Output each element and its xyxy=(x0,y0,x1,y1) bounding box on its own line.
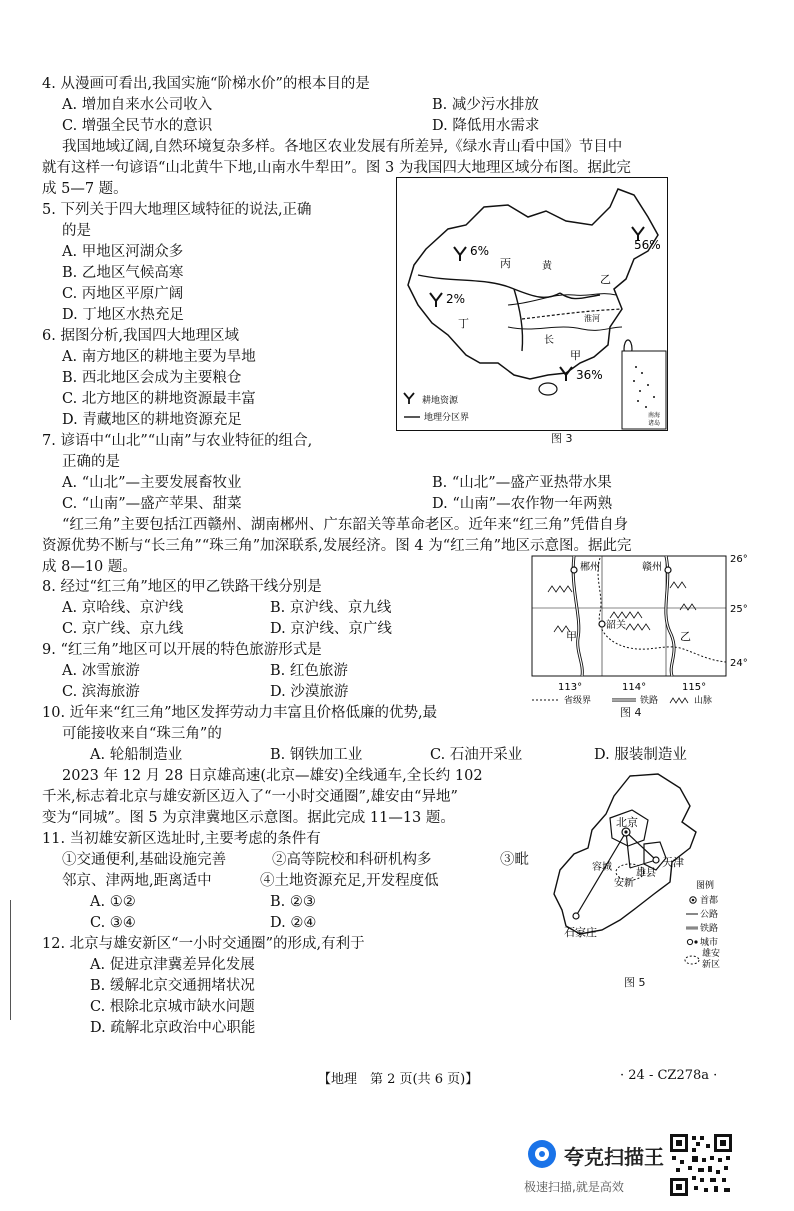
city-rongcheng: 容城 xyxy=(592,862,612,873)
pct-ne: 56% xyxy=(634,238,661,252)
q9-option-c: C. 滨海旅游 xyxy=(62,684,140,700)
figure-4-caption: 图 4 xyxy=(620,706,642,719)
page-footer: 【地理 第 2 页(共 6 页)】 xyxy=(318,1072,479,1087)
label-huang: 黄 xyxy=(542,261,552,272)
q7-option-d: D. “山南”—农作物一年两熟 xyxy=(432,496,613,512)
intro-11-13-line1: 2023 年 12 月 28 日京雄高速(北京—雄安)全线通车,全长约 102 xyxy=(62,768,483,784)
q10-stem-line1: 10. 近年来“红三角”地区发挥劳动力丰富且价格低廉的优势,最 xyxy=(42,705,438,721)
q11-option-b: B. ②③ xyxy=(270,894,316,910)
q4-option-b: B. 减少污水排放 xyxy=(432,97,539,113)
city-ganzhou: 赣州 xyxy=(642,562,662,573)
legend-xiongan-2: 新区 xyxy=(702,960,721,970)
q11-item-1: ①交通便利,基础设施完善 xyxy=(62,852,227,868)
figure-5-map xyxy=(540,770,732,970)
q4-option-a: A. 增加自来水公司收入 xyxy=(62,97,213,113)
legend-boundary: 地理分区界 xyxy=(424,413,470,423)
lon-114: 114° xyxy=(622,682,647,693)
q7-option-b: B. “山北”—盛产亚热带水果 xyxy=(432,475,612,491)
intro-8-10-line2: 资源优势不断与“长三角”“珠三角”加深联系,发展经济。图 4 为“红三角”地区示意图。据此完 xyxy=(42,538,632,554)
q11-option-c: C. ③④ xyxy=(90,915,136,931)
city-chenzhou: 郴州 xyxy=(580,562,600,573)
city-shijiazhuang: 石家庄 xyxy=(564,926,597,939)
q9-option-b: B. 红色旅游 xyxy=(270,663,348,679)
lon-113: 113° xyxy=(558,682,583,693)
paper-code: · 24 - CZ278a · xyxy=(620,1068,718,1083)
inset-label-2: 诸岛 xyxy=(648,420,661,427)
figure-5-caption: 图 5 xyxy=(624,976,646,989)
q9-stem: 9. “红三角”地区可以开展的特色旅游形式是 xyxy=(42,642,322,658)
legend-road: 公路 xyxy=(700,910,719,920)
city-tianjin: 天津 xyxy=(662,856,684,869)
q7-option-a: A. “山北”—主要发展畜牧业 xyxy=(62,475,242,491)
pct-qz: 2% xyxy=(446,292,466,306)
q7-stem-line1: 7. 谚语中“山北”“山南”与农业特征的组合, xyxy=(42,433,313,449)
rail-yi-label: 乙 xyxy=(680,630,691,643)
intro-5-7-line2: 就有这样一句谚语“山北黄牛下地,山南水牛犁田”。图 3 为我国四大地理区域分布图。据此完 xyxy=(42,160,631,176)
inset-label-1: 南海 xyxy=(648,412,661,419)
q4-stem: 4. 从漫画可看出,我国实施“阶梯水价”的根本目的是 xyxy=(42,76,370,92)
q11-item-3b: 邻京、津两地,距离适中 xyxy=(62,873,212,889)
region-yi: 乙 xyxy=(600,273,611,286)
city-beijing: 北京 xyxy=(616,816,638,829)
q11-stem: 11. 当初雄安新区选址时,主要考虑的条件有 xyxy=(42,831,321,847)
q11-item-3a: ③毗 xyxy=(500,852,529,868)
q5-stem-line1: 5. 下列关于四大地理区域特征的说法,正确 xyxy=(42,202,312,218)
scanner-logo-icon xyxy=(528,1140,556,1168)
figure-3-map xyxy=(396,177,668,431)
q11-option-d: D. ②④ xyxy=(270,915,317,931)
q10-option-b: B. 钢铁加工业 xyxy=(270,747,363,763)
qr-code-icon xyxy=(670,1134,732,1196)
lat-24: 24° xyxy=(730,658,748,669)
q11-item-2: ②高等院校和科研机构多 xyxy=(272,852,432,868)
intro-11-13-line2: 千米,标志着北京与雄安新区迈入了“一小时交通圈”,雄安由“异地” xyxy=(42,789,458,805)
legend-city: 城市 xyxy=(700,938,719,948)
q10-stem-line2: 可能接收来自“珠三角”的 xyxy=(62,726,222,742)
region-jia: 甲 xyxy=(570,349,581,362)
q5-option-d: D. 丁地区水热充足 xyxy=(62,307,184,323)
q5-option-b: B. 乙地区气候高寒 xyxy=(62,265,184,281)
scanner-brand-name: 夸克扫描王 xyxy=(564,1145,664,1169)
q5-option-c: C. 丙地区平原广阔 xyxy=(62,286,184,302)
legend-mountain: 山脉 xyxy=(694,696,713,706)
legend-xiongan-1: 雄安 xyxy=(702,949,721,959)
q12-option-d: D. 疏解北京政治中心职能 xyxy=(90,1020,256,1036)
q8-option-d: D. 京沪线、京广线 xyxy=(270,621,392,637)
legend-rail: 铁路 xyxy=(640,696,659,706)
q12-stem: 12. 北京与雄安新区“一小时交通圈”的形成,有利于 xyxy=(42,936,365,952)
lat-25: 25° xyxy=(730,604,748,615)
q10-option-a: A. 轮船制造业 xyxy=(90,747,183,763)
lat-26: 26° xyxy=(730,554,748,565)
legend-farmland: 耕地资源 xyxy=(422,396,459,406)
q4-option-c: C. 增强全民节水的意识 xyxy=(62,118,213,134)
intro-8-10-line3: 成 8—10 题。 xyxy=(42,559,137,575)
city-xiongxian: 雄县 xyxy=(636,868,656,879)
q8-option-a: A. 京哈线、京沪线 xyxy=(62,600,184,616)
lon-115: 115° xyxy=(682,682,707,693)
intro-5-7-line3: 成 5—7 题。 xyxy=(42,181,128,197)
q5-stem-line2: 的是 xyxy=(62,223,91,239)
figure-3-caption: 图 3 xyxy=(551,432,573,445)
q10-option-c: C. 石油开采业 xyxy=(430,747,523,763)
q9-option-a: A. 冰雪旅游 xyxy=(62,663,140,679)
city-shaoguan: 韶关 xyxy=(606,620,626,631)
q9-option-d: D. 沙漠旅游 xyxy=(270,684,349,700)
q4-option-d: D. 降低用水需求 xyxy=(432,118,540,134)
pct-s: 36% xyxy=(576,368,603,382)
scanner-slogan: 极速扫描,就是高效 xyxy=(524,1180,624,1194)
q12-option-b: B. 缓解北京交通拥堵状况 xyxy=(90,978,255,994)
intro-11-13-line3: 变为“同城”。图 5 为京津冀地区示意图。据此完成 11—13 题。 xyxy=(42,810,455,826)
q7-option-c: C. “山南”—盛产苹果、甜菜 xyxy=(62,496,242,512)
q6-option-b: B. 西北地区会成为主要粮仓 xyxy=(62,370,242,386)
hebei-outline xyxy=(554,774,696,934)
q7-stem-line2: 正确的是 xyxy=(62,454,120,470)
figure-4-map xyxy=(530,548,778,710)
q10-option-d: D. 服装制造业 xyxy=(594,747,687,763)
q8-option-b: B. 京沪线、京九线 xyxy=(270,600,392,616)
q6-option-c: C. 北方地区的耕地资源最丰富 xyxy=(62,391,256,407)
legend-capital: 首都 xyxy=(700,896,719,906)
city-anxin: 安新 xyxy=(614,878,634,889)
q12-option-a: A. 促进京津冀差异化发展 xyxy=(90,957,255,973)
legend-province: 省级界 xyxy=(564,696,592,706)
q11-item-4: ④土地资源充足,开发程度低 xyxy=(260,873,439,889)
legend-title: 图例 xyxy=(696,881,715,891)
region-bing: 丙 xyxy=(500,257,511,270)
q8-stem: 8. 经过“红三角”地区的甲乙铁路干线分别是 xyxy=(42,579,322,595)
q12-option-c: C. 根除北京城市缺水问题 xyxy=(90,999,255,1015)
pct-nw: 6% xyxy=(470,244,490,258)
intro-8-10-line1: “红三角”主要包括江西赣州、湖南郴州、广东韶关等革命老区。近年来“红三角”凭借自身 xyxy=(62,517,629,533)
rail-jia-label: 甲 xyxy=(566,630,577,643)
q11-option-a: A. ①② xyxy=(90,894,136,910)
q6-option-d: D. 青藏地区的耕地资源充足 xyxy=(62,412,242,428)
region-ding: 丁 xyxy=(458,317,469,330)
legend-rail: 铁路 xyxy=(700,924,719,934)
binding-line xyxy=(10,900,11,1020)
intro-5-7-line1: 我国地域辽阔,自然环境复杂多样。各地区农业发展有所差异,《绿水青山看中国》节目中 xyxy=(62,139,623,155)
label-changjiang: 长 xyxy=(544,335,554,346)
q6-stem: 6. 据图分析,我国四大地理区域 xyxy=(42,328,240,344)
q6-option-a: A. 南方地区的耕地主要为旱地 xyxy=(62,349,256,365)
q8-option-c: C. 京广线、京九线 xyxy=(62,621,184,637)
label-huaihe: 淮河 xyxy=(584,314,600,323)
q5-option-a: A. 甲地区河湖众多 xyxy=(62,244,184,260)
